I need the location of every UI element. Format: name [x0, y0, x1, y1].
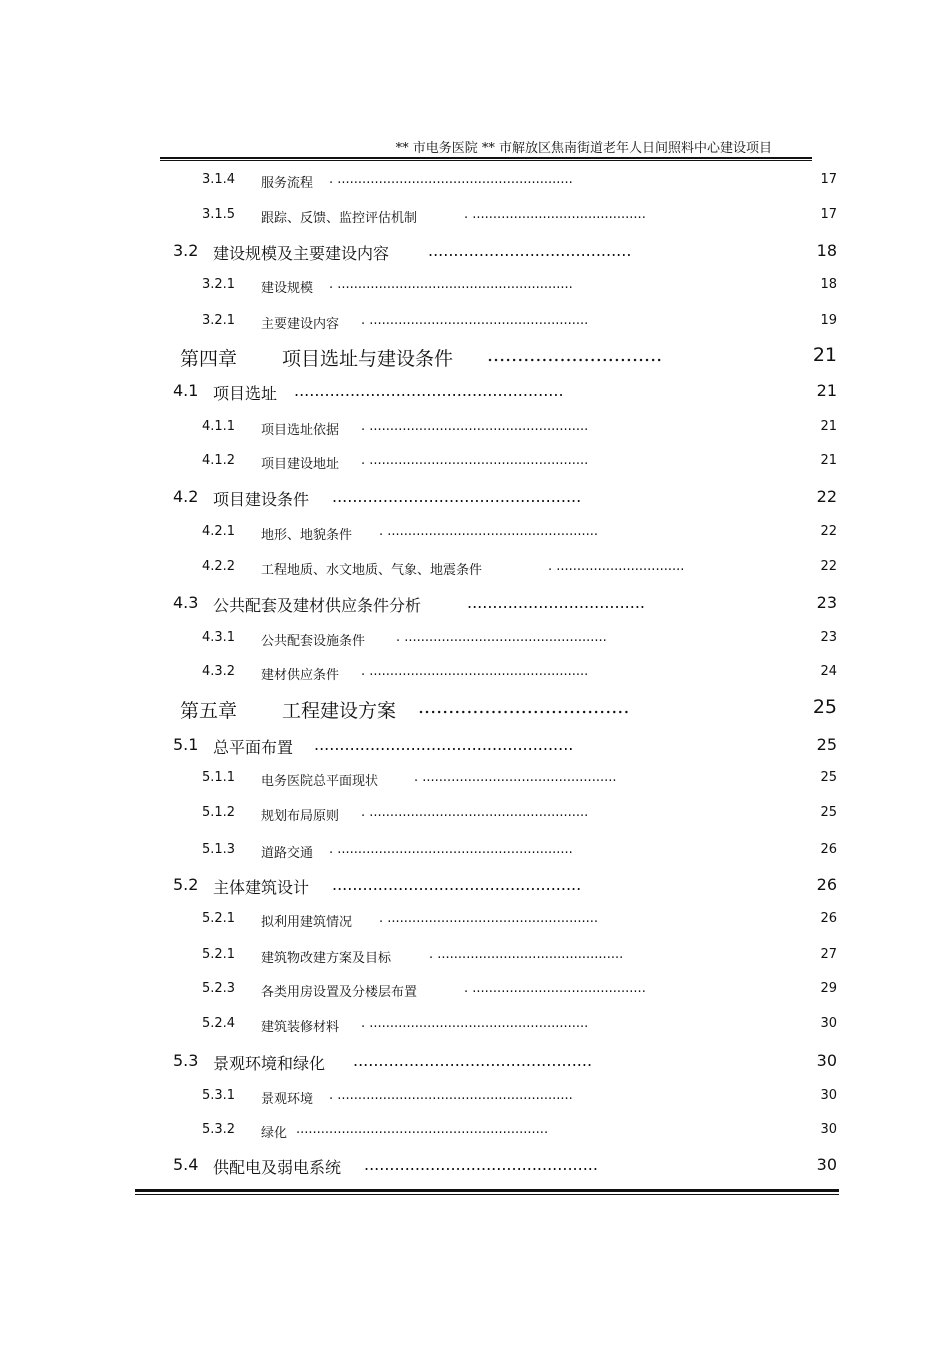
toc-entry-number: 4.2.2: [202, 559, 236, 574]
toc-entry-leader-dots: . .....................................................: [361, 453, 589, 468]
toc-entry-page-number: 26: [820, 842, 837, 857]
toc-entry-number: 3.2.1: [202, 277, 236, 292]
toc-entry-number: 5.2.1: [202, 911, 236, 926]
toc-entry-number: 4.2.1: [202, 524, 236, 539]
header-rule-thick: [160, 157, 812, 159]
toc-entry-title: 项目建设条件: [213, 490, 310, 509]
toc-entry-title: 总平面布置: [213, 738, 294, 757]
toc-entry-page-number: 19: [820, 313, 837, 328]
toc-entry-page-number: 23: [820, 630, 837, 645]
toc-entry-title: 建筑物改建方案及目标: [261, 951, 392, 966]
toc-entry-title: 景观环境和绿化: [213, 1054, 326, 1073]
toc-entry-page-number: 21: [820, 419, 837, 434]
toc-entry-title: 公共配套及建材供应条件分析: [213, 596, 422, 615]
toc-entry-leader-dots: . .........................................................: [329, 277, 573, 292]
toc-entry-title: 绿化: [261, 1126, 288, 1141]
toc-entry-leader-dots: ...................................................: [314, 735, 574, 754]
toc-entry-title: 建设规模: [261, 281, 314, 296]
toc-entry-page-number: 30: [816, 1155, 837, 1174]
toc-entry-page-number: 17: [820, 207, 837, 222]
toc-entry-page-number: 29: [820, 981, 837, 996]
toc-entry-leader-dots: .................................................: [332, 487, 582, 506]
toc-entry-page-number: 22: [820, 559, 837, 574]
toc-entry-leader-dots: . ...............................................: [414, 770, 617, 785]
toc-entry-page-number: 25: [820, 805, 837, 820]
toc-entry-title: 项目选址: [213, 384, 278, 403]
toc-entry-leader-dots: .....................................................: [294, 381, 564, 400]
toc-entry-number: 5.2: [173, 875, 199, 894]
toc-entry-leader-dots: . .....................................................: [361, 419, 589, 434]
toc-entry-leader-dots: .............................................................: [296, 1122, 549, 1137]
toc-entry-page-number: 24: [820, 664, 837, 679]
toc-entry-page-number: 21: [812, 344, 837, 366]
toc-entry-number: 5.2.4: [202, 1016, 236, 1031]
toc-entry-page-number: 21: [816, 381, 837, 400]
toc-entry-number: 4.1.2: [202, 453, 236, 468]
toc-entry-title: 规划布局原则: [261, 809, 340, 824]
toc-entry-title: 公共配套设施条件: [261, 634, 366, 649]
toc-entry-number: 3.1.5: [202, 207, 236, 222]
toc-entry-leader-dots: . ..........................................: [464, 207, 646, 222]
toc-entry-number: 4.2: [173, 487, 199, 506]
toc-entry-number: 第五章: [180, 700, 238, 722]
header-text: ** 市电务医院 ** 市解放区焦南街道老年人日间照料中心建设项目: [395, 141, 772, 156]
toc-entry-title: 供配电及弱电系统: [213, 1158, 342, 1177]
toc-entry-number: 4.3.1: [202, 630, 236, 645]
toc-entry-title: 建筑装修材料: [261, 1020, 340, 1035]
toc-entry-leader-dots: . ...............................: [548, 559, 685, 574]
toc-entry-leader-dots: . .........................................................: [329, 842, 573, 857]
toc-entry-number: 5.1.1: [202, 770, 236, 785]
toc-entry-number: 4.3.2: [202, 664, 236, 679]
toc-entry-number: 3.1.4: [202, 172, 236, 187]
toc-entry-title: 项目选址与建设条件: [282, 348, 454, 370]
toc-entry-leader-dots: . .....................................................: [361, 1016, 589, 1031]
toc-entry-page-number: 17: [820, 172, 837, 187]
toc-entry-leader-dots: . .........................................................: [329, 172, 573, 187]
toc-entry-leader-dots: ...............................................: [353, 1051, 593, 1070]
toc-entry-title: 各类用房设置及分楼层布置: [261, 985, 418, 1000]
toc-entry-page-number: 23: [816, 593, 837, 612]
toc-entry-page-number: 26: [820, 911, 837, 926]
toc-entry-title: 建设规模及主要建设内容: [213, 244, 390, 263]
toc-entry-number: 5.3.1: [202, 1088, 236, 1103]
toc-entry-title: 电务医院总平面现状: [261, 774, 379, 789]
toc-entry-number: 3.2: [173, 241, 199, 260]
toc-entry-leader-dots: ........................................: [428, 241, 632, 260]
toc-entry-title: 项目建设地址: [261, 457, 340, 472]
toc-entry-title: 工程建设方案: [282, 700, 397, 722]
toc-entry-title: 主要建设内容: [261, 317, 340, 332]
toc-entry-page-number: 25: [816, 735, 837, 754]
toc-entry-page-number: 18: [820, 277, 837, 292]
toc-entry-title: 工程地质、水文地质、气象、地震条件: [261, 563, 483, 578]
toc-entry-leader-dots: ...................................: [418, 696, 630, 718]
toc-entry-leader-dots: .............................: [487, 344, 663, 366]
toc-entry-title: 建材供应条件: [261, 668, 340, 683]
toc-entry-leader-dots: ...................................: [467, 593, 646, 612]
toc-entry-page-number: 30: [820, 1122, 837, 1137]
toc-entry-title: 服务流程: [261, 176, 314, 191]
toc-entry-number: 5.3.2: [202, 1122, 236, 1137]
toc-entry-number: 5.4: [173, 1155, 199, 1174]
toc-entry-number: 5.1: [173, 735, 199, 754]
toc-entry-page-number: 30: [820, 1088, 837, 1103]
page-header: [160, 137, 812, 159]
toc-entry-page-number: 22: [820, 524, 837, 539]
toc-entry-title: 地形、地貌条件: [261, 528, 353, 543]
toc-entry-page-number: 25: [812, 696, 837, 718]
header-rule-thin: [160, 160, 812, 161]
toc-entry-page-number: 22: [816, 487, 837, 506]
footer-rule-thick: [135, 1189, 839, 1192]
toc-entry-leader-dots: . ..........................................: [464, 981, 646, 996]
toc-entry-leader-dots: . .....................................................: [361, 805, 589, 820]
toc-entry-leader-dots: . .....................................................: [361, 313, 589, 328]
footer-rule-thin: [135, 1194, 839, 1195]
toc-entry-page-number: 26: [816, 875, 837, 894]
toc-entry-leader-dots: . .................................................: [396, 630, 607, 645]
toc-entry-page-number: 25: [820, 770, 837, 785]
toc-entry-leader-dots: . ...................................................: [379, 524, 599, 539]
toc-entry-number: 4.3: [173, 593, 199, 612]
toc-entry-page-number: 30: [820, 1016, 837, 1031]
toc-entry-leader-dots: . .........................................................: [329, 1088, 573, 1103]
toc-entry-number: 5.2.1: [202, 947, 236, 962]
toc-entry-page-number: 21: [820, 453, 837, 468]
toc-entry-title: 景观环境: [261, 1092, 314, 1107]
toc-entry-number: 5.3: [173, 1051, 199, 1070]
toc-entry-leader-dots: ..............................................: [364, 1155, 598, 1174]
toc-entry-title: 项目选址依据: [261, 423, 340, 438]
toc-entry-number: 3.2.1: [202, 313, 236, 328]
toc-entry-number: 第四章: [180, 348, 238, 370]
toc-entry-leader-dots: . .....................................................: [361, 664, 589, 679]
toc-entry-number: 4.1.1: [202, 419, 236, 434]
toc-entry-leader-dots: . .............................................: [429, 947, 624, 962]
toc-entry-number: 5.1.3: [202, 842, 236, 857]
toc-entry-leader-dots: .................................................: [332, 875, 582, 894]
toc-entry-leader-dots: . ...................................................: [379, 911, 599, 926]
toc-entry-page-number: 30: [816, 1051, 837, 1070]
toc-entry-title: 拟利用建筑情况: [261, 915, 353, 930]
toc-entry-title: 主体建筑设计: [213, 878, 310, 897]
toc-entry-number: 5.2.3: [202, 981, 236, 996]
toc-entry-title: 跟踪、反馈、监控评估机制: [261, 211, 418, 226]
toc-entry-number: 5.1.2: [202, 805, 236, 820]
toc-entry-number: 4.1: [173, 381, 199, 400]
toc-entry-title: 道路交通: [261, 846, 314, 861]
toc-entry-page-number: 18: [816, 241, 837, 260]
toc-entry-page-number: 27: [820, 947, 837, 962]
